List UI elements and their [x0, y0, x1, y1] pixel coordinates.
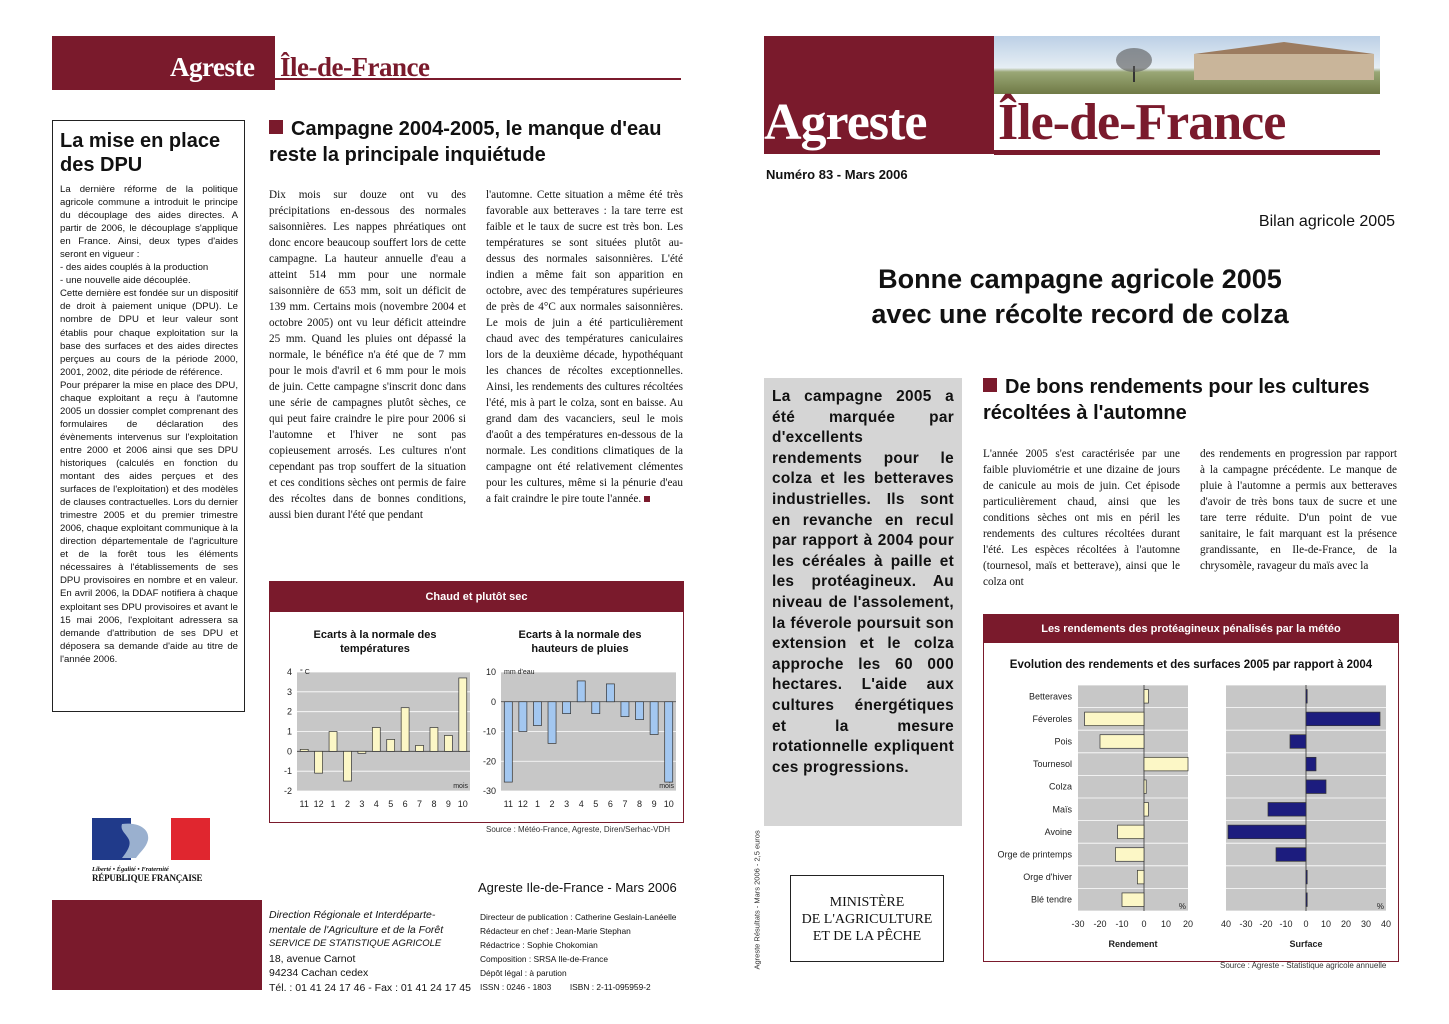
bar [592, 702, 600, 714]
left-article-col2 [486, 187, 683, 507]
y-axis-unit: mm d'eau [504, 669, 535, 676]
weather-chart-source: Source : Météo-France, Agreste, Diren/Serhac-VDH [486, 825, 671, 834]
x-tick-label: 5 [593, 799, 599, 809]
headline [780, 262, 1380, 332]
category-label: Colza [1048, 781, 1072, 792]
bar [358, 751, 366, 753]
bar [1122, 893, 1144, 907]
x-tick-label: 40 [1220, 919, 1232, 929]
bar [1137, 870, 1144, 884]
vertical-note: Agreste Résultats - Mars 2006 - 2,5 euros [752, 830, 762, 970]
footer-addr2: 94234 Cachan cedex [269, 967, 369, 979]
series-label: Rendement [1108, 939, 1158, 949]
y-tick-label: -2 [283, 786, 292, 796]
footer-org-line2: mentale de l'Agriculture et de la Forêt [269, 923, 444, 936]
bar [1276, 848, 1306, 862]
unit-label: % [1376, 902, 1384, 911]
left-article-title-text: Campagne 2004-2005, le manque d'eau reste la principale inquiétude [269, 118, 662, 166]
x-tick-label: -20 [1259, 919, 1273, 929]
bar [1144, 757, 1188, 771]
bar [1306, 712, 1380, 726]
x-tick-label: -30 [1239, 919, 1253, 929]
footer-org [269, 908, 474, 995]
right-article-col2: des rendements en progression par rapport à la campagne précédente. Le manque de pluie à l'automne a permis aux betteraves d'avoir de très bons taux de sucre et une tare terre réduite. D'un point de vue sanitaire, le fait marquant est la présence grandissante, en Ile-de-France, de la chrysomèle, ravageur du maïs avec la [1200, 448, 1397, 572]
category-label: Tournesol [1032, 759, 1072, 770]
y-tick-label: 10 [485, 667, 496, 677]
category-label: Orge d'hiver [1023, 872, 1072, 883]
x-tick-label: 8 [431, 799, 437, 809]
credit-line: Rédactrice : Sophie Chokomian [480, 940, 598, 951]
bar [577, 681, 585, 702]
headline-line2: avec une récolte record de colza [871, 299, 1289, 329]
bar [1144, 803, 1148, 817]
x-tick-label: 12 [517, 799, 528, 809]
marianne-flag-icon [92, 818, 210, 860]
bar [665, 702, 673, 782]
x-tick-label: 10 [663, 799, 674, 809]
x-tick-label: -10 [1279, 919, 1293, 929]
x-tick-label: 2 [549, 799, 555, 809]
left-article-title [269, 116, 689, 168]
yields-chart-box [983, 614, 1399, 962]
bar [1144, 780, 1146, 794]
category-label: Pois [1054, 736, 1072, 747]
category-label: Avoine [1044, 826, 1072, 837]
bar [621, 702, 629, 717]
bar [315, 751, 323, 773]
x-tick-label: 9 [445, 799, 451, 809]
bar [343, 751, 351, 781]
right-masthead-agreste: Agreste [764, 94, 927, 151]
right-article-title [983, 374, 1383, 426]
title-bullet-square [269, 120, 283, 134]
republique-logo [92, 818, 210, 888]
bar [1306, 690, 1307, 704]
bar [1306, 780, 1326, 794]
footer-addr1: 18, avenue Carnot [269, 952, 356, 965]
unit-label: % [1178, 902, 1186, 911]
bar [372, 728, 380, 752]
landscape-image [994, 36, 1380, 94]
x-tick-label: 5 [388, 799, 394, 809]
x-tick-label: 3 [359, 799, 365, 809]
bar [1306, 757, 1316, 771]
bar [1100, 735, 1144, 749]
x-tick-label: 6 [402, 799, 408, 809]
right-article-title-text: De bons rendements pour les cultures récoltées à l'automne [983, 376, 1370, 424]
x-tick-label: -30 [1071, 919, 1085, 929]
bar [1118, 825, 1144, 839]
bar [444, 735, 452, 751]
x-tick-label: 20 [1182, 919, 1194, 929]
title-bullet-square [983, 378, 997, 392]
yields-chart-subtitle: Evolution des rendements et des surfaces 2005 par rapport à 2004 [1009, 659, 1373, 671]
rain-chart [475, 658, 683, 818]
bar [401, 708, 409, 752]
y-tick-label: 2 [286, 706, 292, 717]
footer-service: SERVICE DE STATISTIQUE AGRICOLE [269, 938, 442, 949]
weather-chart-header: Chaud et plutôt sec [270, 582, 683, 612]
credit-line: ISSN : 0246 - 1803 ISBN : 2-11-095959-2 [480, 982, 651, 993]
credit-line: Composition : SRSA Ile-de-France [480, 954, 609, 965]
x-axis-label: mois [453, 783, 468, 790]
kicker: Bilan agricole 2005 [1258, 213, 1395, 230]
bar [1115, 848, 1144, 862]
bar [300, 749, 308, 751]
bar [430, 728, 438, 752]
ministry-line: ET DE LA PÊCHE [812, 929, 922, 944]
ministry-line: MINISTÈRE [829, 895, 905, 910]
x-tick-label: 3 [564, 799, 570, 809]
temp-chart-title: Ecarts à la normale des températures [313, 629, 437, 655]
x-tick-label: 12 [313, 799, 324, 809]
category-label: Féveroles [1032, 713, 1072, 724]
footer-tel: Tél. : 01 41 24 17 46 - Fax : 01 41 24 17 45 [269, 981, 471, 994]
right-masthead-region: Île-de-France [998, 94, 1286, 151]
left-article-col2-text: l'automne. Cette situation a même été très favorable aux betteraves : la tare terre est faible et le taux de sucre est très bon. Les températures se sont situées plutôt au-dessus des normales saisonnières. L'été indien a même fait son apparition en octobre, avec des températures supérieures de près de 4°C aux normales saisonnières. Le mois de juin a été particulièrement chaud avec des températures caniculaires lors de la deuxième décade, hypothéquant les chances de récoltes exceptionnelles. Ainsi, les rendements des cultures récoltées l'été, mis à part le colza, sont en baisse. Au grand dam des vacanciers, seul le mois d'août a des températures en-dessous de la normale. Les conditions climatiques de la campagne ont été relativement clémentes pour les cultures, même si la pénurie d'eau a fait craindre le pire toute l'année. [486, 189, 683, 505]
bar [548, 702, 556, 744]
bar [650, 702, 658, 735]
bar [1085, 712, 1144, 726]
weather-chart-box [269, 581, 684, 823]
x-tick-label: 6 [607, 799, 613, 809]
bar [504, 702, 512, 782]
category-label: Betteraves [1028, 691, 1072, 702]
x-tick-label: 4 [373, 799, 379, 809]
bar [416, 745, 424, 751]
bar [533, 702, 541, 726]
temp-chart [270, 658, 475, 818]
y-tick-label: -20 [482, 756, 496, 767]
series-label: Surface [1289, 939, 1323, 949]
dpu-sidebar-title: La mise en place des DPU [60, 130, 221, 176]
rain-chart-title: Ecarts à la normale des hauteurs de pluies [518, 629, 642, 655]
credit-line: Rédacteur en chef : Jean-Marie Stephan [480, 926, 631, 937]
footer-org-line1: Direction Régionale et Interdéparte- [269, 909, 436, 921]
yields-chart [984, 681, 1398, 959]
bar [1144, 690, 1148, 704]
x-tick-label: -20 [1093, 919, 1107, 929]
left-footer-band [52, 900, 262, 990]
bar [1268, 803, 1306, 817]
bar [1306, 893, 1307, 907]
bar [563, 702, 571, 714]
x-tick-label: 30 [1360, 919, 1372, 929]
x-tick-label: 4 [578, 799, 584, 809]
x-tick-label: 40 [1380, 919, 1392, 929]
x-tick-label: 9 [651, 799, 657, 809]
left-masthead-agreste: Agreste [170, 52, 255, 82]
x-tick-label: 11 [503, 799, 513, 809]
x-tick-label: 20 [1340, 919, 1352, 929]
republique-name: RÉPUBLIQUE FRANÇAISE [92, 873, 203, 883]
right-article-col1: L'année 2005 s'est caractérisée par une faible pluviométrie et une dizaine de jours de canicule au mois de juin. Cet épisode particulièrement chaud, ainsi que les conditions sèches ont mis en péril les rendements des cultures récoltées durant l'été. Les espèces récoltées à l'automne (tournesol, maïs et betterave), ainsi que le colza ont [983, 448, 1180, 588]
x-tick-label: 11 [299, 799, 309, 809]
ministry-line: DE L'AGRICULTURE [801, 912, 933, 927]
end-mark-square [644, 496, 650, 502]
bar [329, 732, 337, 752]
y-tick-label: -1 [283, 766, 292, 777]
x-tick-label: 1 [330, 799, 336, 809]
y-tick-label: 0 [490, 696, 496, 707]
ministry-box [790, 875, 944, 962]
credit-line: Directeur de publication : Catherine Geslain-Lanéelle [480, 912, 677, 922]
footer-credits [480, 910, 695, 995]
lead-box [764, 378, 962, 826]
bar [1290, 735, 1306, 749]
y-tick-label: 1 [286, 726, 292, 737]
bar [606, 684, 614, 702]
y-tick-label: 4 [286, 667, 292, 677]
bar [1228, 825, 1306, 839]
x-tick-label: 0 [1141, 919, 1147, 929]
headline-line1: Bonne campagne agricole 2005 [878, 264, 1282, 294]
category-label: Orge de printemps [997, 849, 1072, 860]
x-tick-label: 7 [417, 799, 423, 809]
left-masthead-region: Île-de-France [280, 52, 430, 82]
x-tick-label: 7 [622, 799, 628, 809]
x-tick-label: 2 [344, 799, 350, 809]
y-tick-label: -30 [482, 786, 496, 796]
dpu-sidebar-text: La dernière réforme de la politique agricole commune a introduit le principe du découplage des aides directes. A partir de 2006, le découplage s'applique en France. Ainsi, deux types d'aides seront en vigueur : - des aides couplés à la production - une nouvelle aide découplée. Cette dernière est fondée sur un dispositif de droit à paiement unique (DPU). Le nombre de DPU et leur valeur sont établis pour chaque exploitation sur la base des surfaces et des aides directes perçues au cours de la période 2000, 2001, 2002, dite période de référence. Pour préparer la mise en place des DPU, chaque exploitant a reçu à l'automne 2005 un dossier complet comprenant des formulaires de déclaration des évènements intervenus sur l'exploitation entre 2000 et 2006 ainsi que ses DPU historiques (calculés en fonction du montant des aides perçues et des surfaces de l'exploitation) et des modèles de clauses contractuelles. Lors du dernier trimestre 2005 et du premier trimestre 2006, chaque exploitant communique à la direction départementale de l'agriculture et de la forêt tous les éléments nécessaires à l'établissements de ses DPU provisoires en nombre et en valeur. En avril 2006, la DDAF notifiera à chaque exploitant ses DPU provisoires et avant le 15 mai 2006, l'exploitant adressera sa demande d'attribution de ses DPU et déposera sa demande d'aide au titre de l'année 2006. [60, 184, 238, 665]
bar [459, 678, 467, 751]
left-article-col1: Dix mois sur douze ont vu des précipitations en-dessous des normales saisonnières. Les nappes phréatiques ont donc encore beaucoup souffert lors de cette campagne. La hauteur annuelle d'eau a atteint 514 mm pour une normale saisonnière de 653 mm, soit un déficit de 139 mm. Certains mois (novembre 2004 et octobre 2005) ont vu leur déficit atteindre 25 mm. Quand les pluies ont dépassé la normale, le bénéfice n'a été que de 7 mm pour le mois d'avril et 6 mm pour le mois de juin. Cette campagne s'inscrit donc dans une série de campagnes plutôt sèches, ce qui peut faire craindre le pire pour 2006 si l'automne et l'hiver ne sont pas copieusement arrosés. Les cultures n'ont cependant pas trop souffert de la situation et ces conditions sèches ont permis de faire des récoltes dans de bonnes conditions, aussi bien durant l'été que pendant [269, 189, 466, 521]
lead-text: La campagne 2005 a été marquée par d'excellents rendements pour le colza et les betteraves industrielles. Ils sont en revanche en recul par rapport à 2004 pour les céréales à paille et les protéagineux. Au niveau de l'assolement, la féverole poursuit son extension et le colza approche les 60 000 hectares. L'aide aux cultures énergétiques et la mesure rotationnelle expliquent ces progressions. [772, 388, 954, 776]
x-tick-label: 10 [457, 799, 468, 809]
republique-motto: Liberté • Égalité • Fraternité [92, 866, 169, 873]
yields-chart-source: Source : Agreste - Statistique agricole annuelle [1220, 961, 1387, 970]
x-axis-label: mois [659, 783, 674, 790]
x-tick-label: 1 [534, 799, 540, 809]
bar [636, 702, 644, 720]
bar [519, 702, 527, 732]
issue-number: Numéro 83 - Mars 2006 [766, 167, 908, 182]
y-axis-unit: ° C [300, 669, 310, 676]
bar [1306, 870, 1307, 884]
bar [387, 739, 395, 751]
y-tick-label: -10 [482, 726, 496, 737]
x-tick-label: 0 [1303, 919, 1309, 929]
x-tick-label: 10 [1320, 919, 1332, 929]
landscape-photo [994, 36, 1380, 94]
credit-line: Dépôt légal : à parution [480, 968, 567, 979]
dpu-sidebar [52, 120, 245, 712]
y-tick-label: 3 [286, 686, 292, 697]
y-tick-label: 0 [286, 746, 292, 757]
x-tick-label: 10 [1160, 919, 1172, 929]
yields-chart-header: Les rendements des protéagineux pénalisés par la météo [984, 615, 1398, 643]
category-label: Blé tendre [1030, 894, 1072, 905]
x-tick-label: 8 [637, 799, 643, 809]
footer-caption: Agreste Ile-de-France - Mars 2006 [478, 880, 677, 895]
x-tick-label: -10 [1115, 919, 1129, 929]
category-label: Maïs [1052, 804, 1072, 815]
